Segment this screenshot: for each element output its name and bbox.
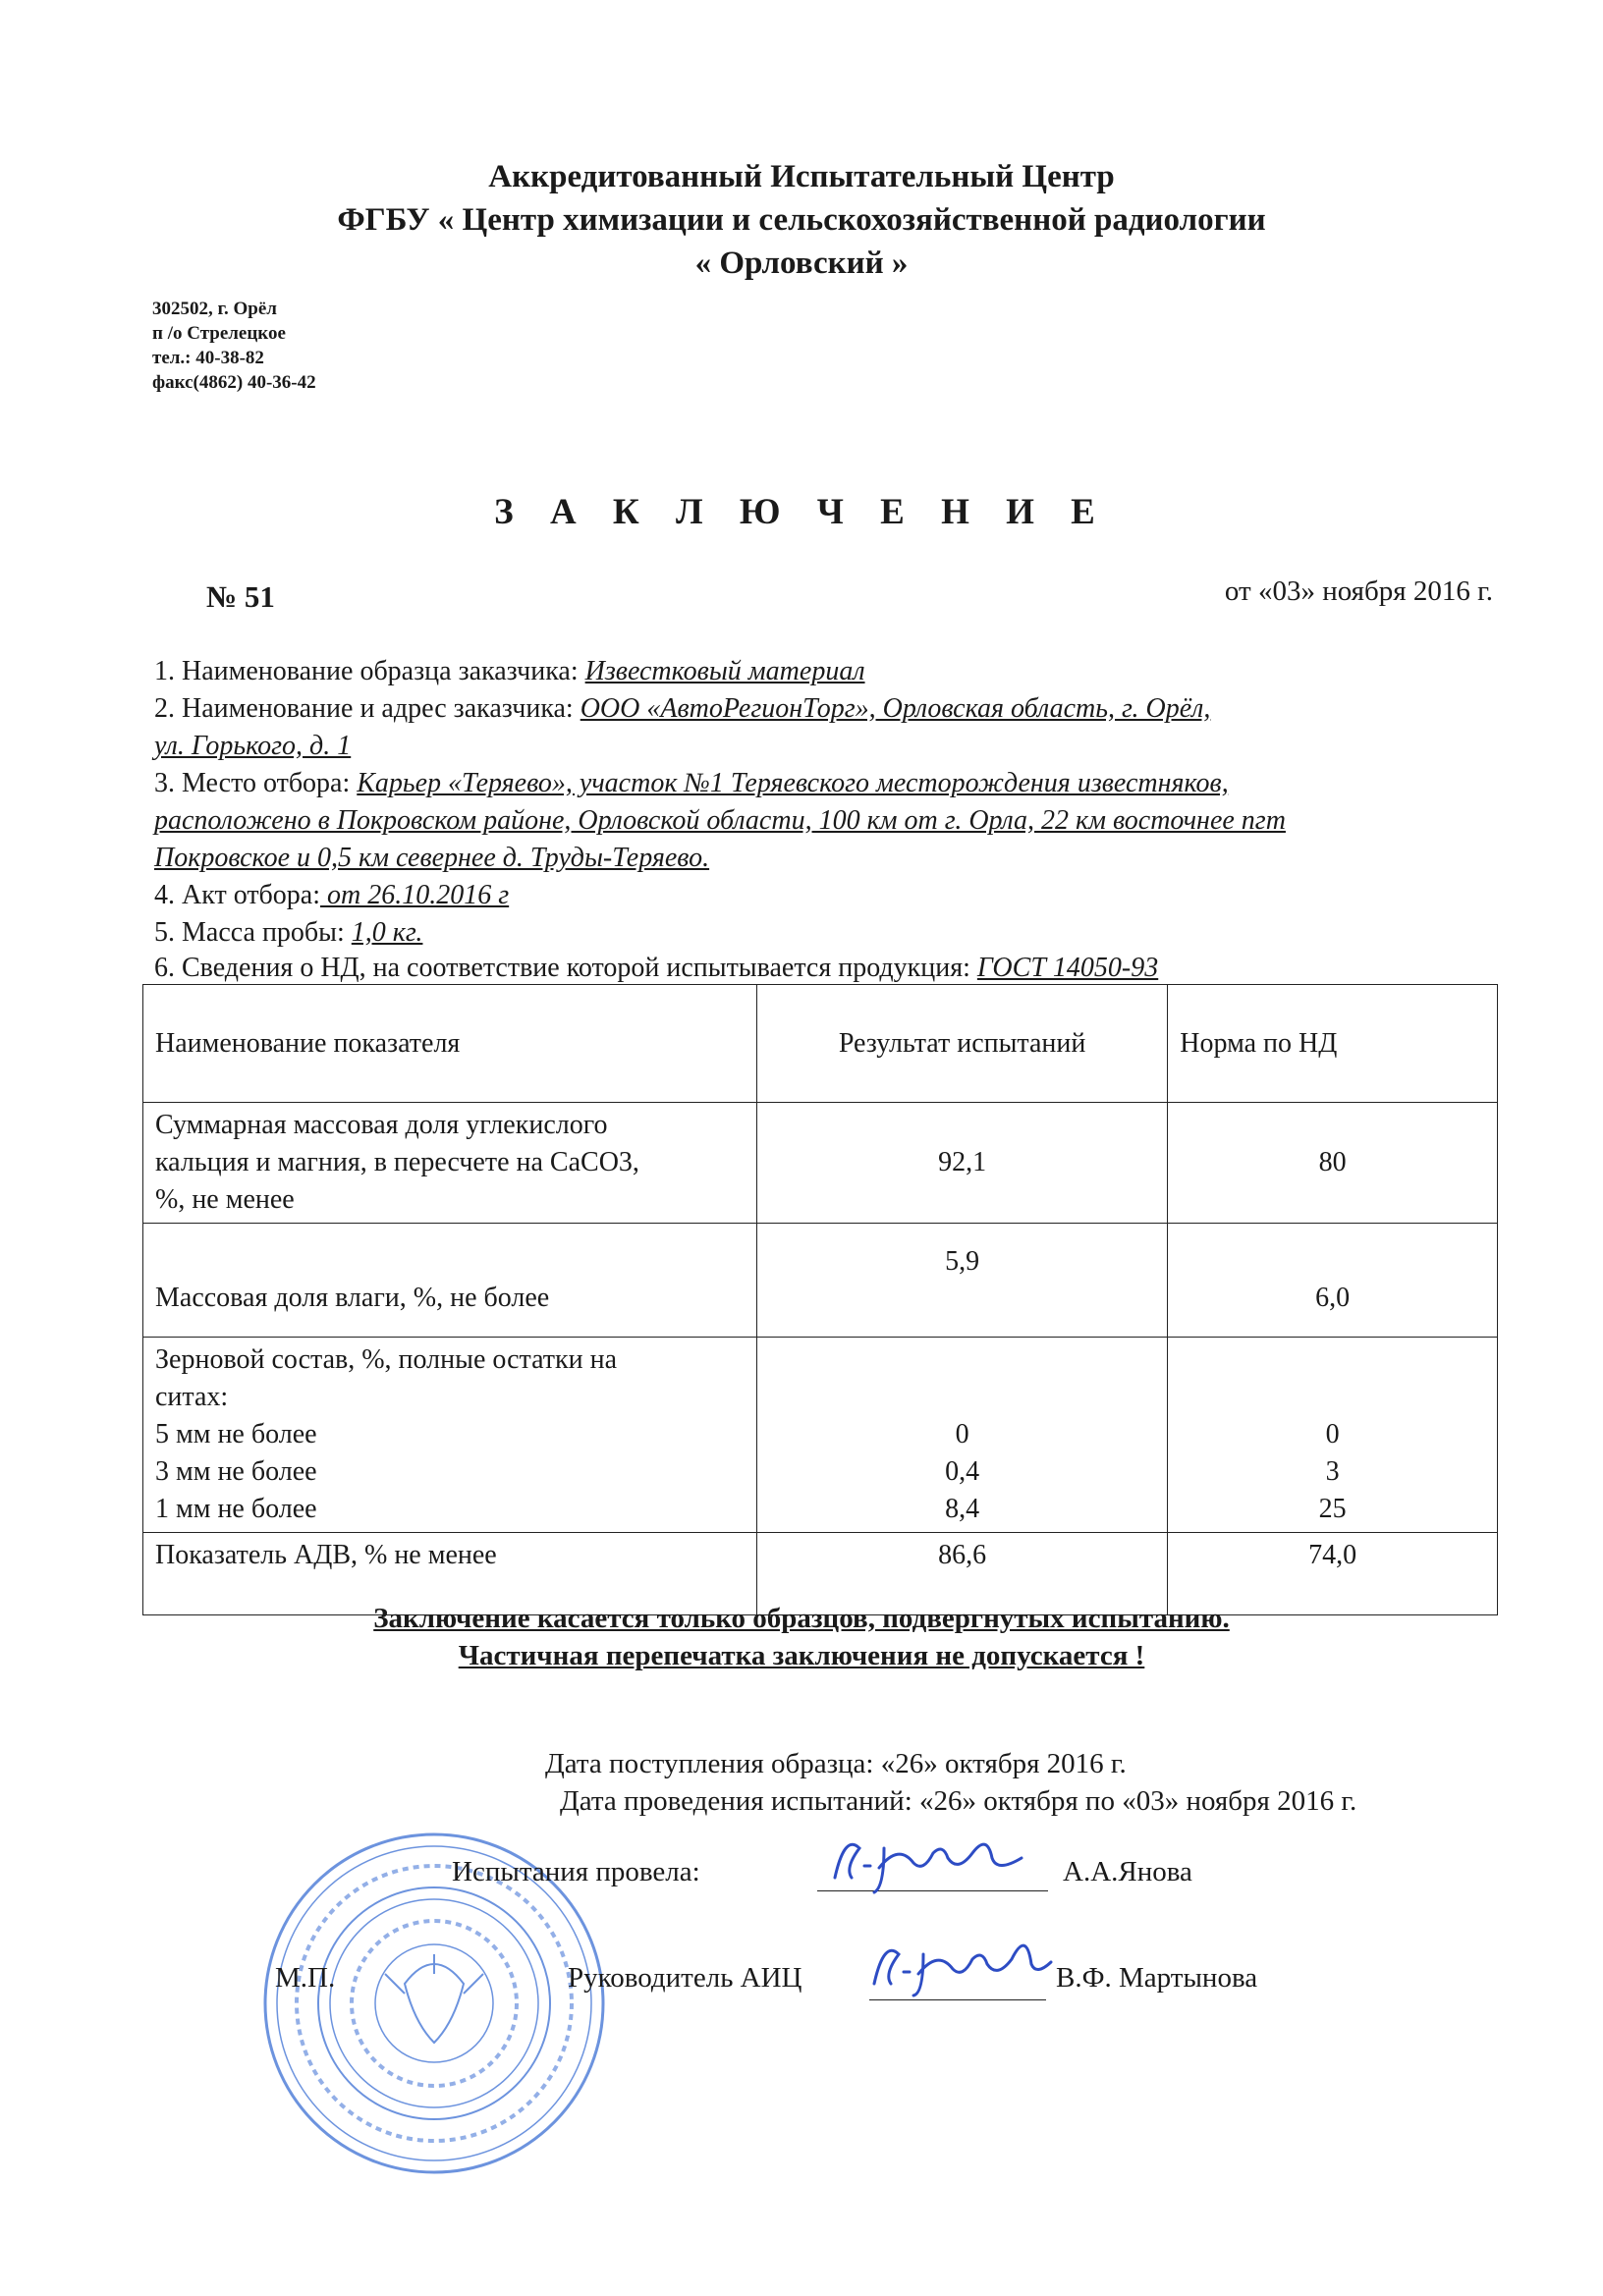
- table-row: [143, 1103, 1498, 1224]
- header-norm: Норма по НД: [1168, 985, 1498, 1103]
- item-label: 6. Сведения о НД, на соответствие которой испытывается продукция:: [154, 953, 977, 983]
- tested-by-name: А.А.Янова: [1063, 1856, 1192, 1887]
- item-value: Известковый материал: [584, 656, 865, 686]
- result-value: 86,6: [756, 1533, 1167, 1615]
- item-customer-cont: [154, 728, 1510, 765]
- result-value: 92,1: [756, 1103, 1167, 1224]
- document-date: от «03» ноября 2016 г.: [1224, 575, 1493, 607]
- organization-subname: « Орловский »: [694, 246, 909, 281]
- item-sampling-act: [154, 877, 1510, 914]
- document-title: З А К Л Ю Ч Е Н И Е: [494, 492, 1109, 532]
- seal-place-label: М.П.: [275, 1962, 336, 1994]
- indicator-name: Зерновой состав, %, полные остатки на ситах: 5 мм не более 3 мм не более 1 мм не более: [143, 1338, 757, 1533]
- phone: тел.: 40-38-82: [152, 348, 264, 368]
- item-sample-mass: [154, 914, 1510, 952]
- norm-value: 6,0: [1168, 1224, 1498, 1338]
- signature-icon: [825, 1829, 1041, 1897]
- date-tested: Дата проведения испытаний: «26» октября по «03» ноября 2016 г.: [560, 1785, 1357, 1817]
- item-label: 5. Масса пробы:: [154, 917, 352, 948]
- item-value: ГОСТ 14050-93: [976, 953, 1159, 983]
- date-received: Дата поступления образца: «26» октября 2016 г.: [545, 1748, 1127, 1779]
- item-value: расположено в Покровском районе, Орловской области, 100 км от г. Орла, 22 км восточнее пгт: [154, 805, 1286, 836]
- item-label: 2. Наименование и адрес заказчика:: [154, 693, 580, 724]
- note-reprint: Частичная перепечатка заключения не допускается !: [458, 1640, 1145, 1671]
- item-standard: [154, 950, 1510, 987]
- result-value: 5,9: [756, 1224, 1167, 1338]
- item-label: 3. Место отбора:: [154, 768, 358, 798]
- item-customer: [154, 690, 1510, 728]
- norm-value: 0 3 25: [1168, 1338, 1498, 1533]
- item-label: 4. Акт отбора:: [154, 880, 321, 910]
- item-value: ООО «АвтоРегионТорг», Орловская область, г. Орёл,: [580, 693, 1211, 724]
- item-sample-name: [154, 653, 1510, 690]
- result-value: 0 0,4 8,4: [756, 1338, 1167, 1533]
- norm-value: 80: [1168, 1103, 1498, 1224]
- tested-by-label: Испытания провела:: [452, 1856, 700, 1887]
- results-table: [142, 984, 1498, 1615]
- indicator-name: Суммарная массовая доля углекислого кальция и магния, в пересчете на СаСО3, %, не менее: [143, 1103, 757, 1224]
- item-value: Покровское и 0,5 км севернее д. Труды-Теряево.: [154, 843, 710, 873]
- item-sampling-place-cont2: [154, 840, 1510, 877]
- norm-value: 74,0: [1168, 1533, 1498, 1615]
- item-sampling-place: [154, 765, 1510, 802]
- item-sampling-place-cont: [154, 802, 1510, 840]
- indicator-name: Показатель АДВ, % не менее: [143, 1533, 757, 1615]
- address-line: 302502, г. Орёл: [152, 299, 277, 319]
- item-label: 1. Наименование образца заказчика:: [154, 656, 585, 686]
- head-name: В.Ф. Мартынова: [1056, 1962, 1258, 1994]
- table-row: [143, 1224, 1498, 1338]
- item-value: от 26.10.2016 г: [320, 880, 510, 910]
- table-row: [143, 1338, 1498, 1533]
- document-number: № 51: [206, 579, 275, 614]
- note-scope: Заключение касается только образцов, подвергнутых испытанию.: [373, 1603, 1230, 1634]
- header-indicator: Наименование показателя: [143, 985, 757, 1103]
- item-value: 1,0 кг.: [351, 917, 423, 948]
- address-line: п /о Стрелецкое: [152, 323, 286, 344]
- item-value: Карьер «Теряево», участок №1 Теряевского месторождения известняков,: [357, 768, 1229, 798]
- address-block: [152, 297, 316, 395]
- indicator-name: Массовая доля влаги, %, не более: [143, 1224, 757, 1338]
- table-header-row: [143, 985, 1498, 1103]
- head-label: Руководитель АИЦ: [568, 1962, 802, 1994]
- header-result: Результат испытаний: [756, 985, 1167, 1103]
- signature-icon: [864, 1933, 1061, 2001]
- item-value: ул. Горького, д. 1: [154, 731, 352, 761]
- organization-name: ФГБУ « Центр химизации и сельскохозяйственной радиологии: [337, 202, 1266, 238]
- fax: факс(4862) 40-36-42: [152, 372, 316, 393]
- center-name: Аккредитованный Испытательный Центр: [488, 159, 1115, 194]
